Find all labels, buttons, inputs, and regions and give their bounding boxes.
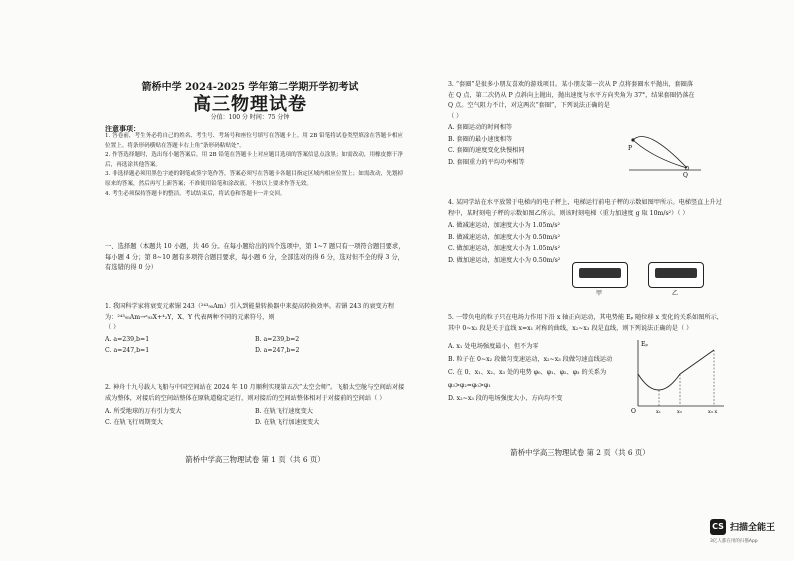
option-b: B. a=239,b=2: [255, 335, 300, 343]
page-footer: 箭桥中学高三物理试卷 第 2 页（共 6 页）: [510, 448, 650, 457]
scale-screen: [655, 268, 697, 278]
label-p: P: [628, 145, 633, 152]
scale-display-jia: [572, 262, 628, 288]
option-b: B. 做减速运动，加速度大小为 0.50m/s²: [448, 233, 561, 241]
option-d: D. 做加速运动，加速度大小为 0.50m/s²: [448, 256, 561, 264]
notice-item: 2. 作答选择题时，选出每小题答案后，用 2B 铅笔在答题卡上对应题目选项的答案信息点涂黑；如需改动，用橡皮擦干净后，再选涂其他答案。: [105, 152, 404, 168]
option-d: D. x₂~x₃ 段的电场强度大小、方向均不变: [448, 395, 563, 402]
options: [448, 122, 608, 168]
option-c: C. 在轨飞行周期变大: [105, 419, 163, 426]
option-a: A. 套圈运动的时间相等: [448, 124, 513, 131]
option-c: C. 套圈的速度变化快慢相同: [448, 147, 525, 154]
question-text: 2. 神舟十九号载人飞船与中国空间站在 2024 年 10 月顺利实现第五次“太空会师”。飞船太空舱与空间站对接成为整体，对接后的空间站整体在原轨道稳定运行，则对接后的空间站整体相对于对接前的空间站（ ）: [105, 384, 405, 402]
option-b: B. 在轨飞行速度变大: [255, 408, 313, 415]
options: [105, 406, 405, 428]
option-c: C. 做加速运动，加速度大小为 1.05m/s²: [448, 245, 561, 252]
page-2: [420, 0, 730, 561]
option-a: A. 做减速运动，加速度大小为 1.05m/s²: [448, 222, 561, 229]
notice-item: 3. 非选择题必须用黑色字迹的钢笔或签字笔作答，答案必须写在答题卡各题目指定区域内相应位置上；如需改动，先划掉原来的答案，然后再写上新答案；不准使用铅笔和涂改液。不按以上要求作答无效。: [105, 171, 403, 187]
trajectory-figure: [625, 128, 705, 178]
option-d: D. 套圈重力的平均功率相等: [448, 158, 525, 166]
options: [448, 340, 626, 405]
label-yi: 乙: [672, 290, 679, 297]
option-a: A. 所受地球的万有引力变大: [105, 408, 182, 415]
option-d: D. a=247,b=2: [255, 346, 300, 354]
notice-heading: 注意事项：: [105, 124, 140, 133]
options: [105, 334, 405, 356]
exam-title: 高三物理试卷: [193, 94, 307, 115]
question-text: 4. 某同学站在水平放置于电梯内的电子秤上，电梯运行前电子秤的示数如图甲所示。电梯竖直上升过程中，某时刻电子秤的示数如图乙所示。则该时刻电梯（重力加速度 g 取 10m/s²）（ ）: [448, 199, 722, 217]
option-a: A. a=239,b=1: [105, 335, 150, 343]
answer-blank: （ ）: [105, 324, 120, 331]
watermark-tagline: 3亿人都在用的扫描App: [710, 539, 758, 544]
option-a: A. x₁ 处电场强度最小，但不为零: [448, 343, 539, 350]
option-b: B. 套圈的最小速度相等: [448, 135, 513, 143]
point-p: [631, 138, 634, 141]
answer-blank: （ ）: [448, 112, 463, 120]
option-c: C. a=247,b=1: [105, 346, 150, 354]
potential-energy-graph: [628, 336, 728, 414]
notice-list: [105, 132, 405, 199]
question-text: 5. 一带负电的粒子只在电场力作用下沿 x 轴正向运动，其电势能 Eₚ 随位移 x 变化的关系如图所示，其中 0~x₂ 段是关于直线 x=x₁ 对称的曲线，x₂~x₃ 段是直线，则下列说法正确的是（ ）: [448, 314, 723, 332]
tick-x1: x₁: [656, 409, 661, 414]
question-1: [105, 302, 405, 356]
scale-screen: [579, 268, 621, 278]
option-d: D. 在轨飞行加速度变大: [255, 419, 320, 426]
page-footer: 箭桥中学高三物理试卷 第 1 页（共 6 页）: [185, 455, 325, 464]
scale-display-yi: [648, 262, 704, 288]
label-q: Q: [683, 172, 688, 178]
tick-x3: x₃ x: [708, 409, 718, 414]
trajectory-arc-1: [633, 137, 687, 169]
question-text: 3. “套圈”是很多小朋友喜欢的游戏项目。某小朋友第一次从 P 点将套圈水平抛出，套圈落在 Q 点，第二次仍从 P 点斜向上抛出，抛出速度与水平方向夹角为 37°，结果套圈仍落在 Q 点。空气阻力不计，对这两次“套圈”，下列说法正确的是: [448, 81, 695, 109]
option-c: C. 在 0、x₁、x₂、x₃ 处的电势 φ₀、φ₁、φ₂、φ₃ 的关系为 φ₃>φ₂=φ₀>φ₁: [448, 369, 607, 389]
notice-item: 1. 答卷前，考生务必将自己的姓名、考生号、考场号和座位号填写在答题卡上。用 2B 铅笔将试卷类型填涂在答题卡相应位置上。将条形码横贴在答题卡右上角“条形码粘贴处”。: [105, 133, 404, 149]
question-2: [105, 383, 405, 428]
question-text: 1. 我国科学家将衰变元素镅 243（²⁴³₉₅Am）引入到能量转换器中来提高转换效率。若镅 243 的衰变方程为：²⁴³₉₅Am→ᵃ₉₃X+⁴₂Y，X、Y 代表两种不同的元素符号，则: [105, 303, 395, 321]
scanner-watermark: [710, 519, 788, 547]
label-jia: 甲: [596, 290, 603, 297]
question-4: [448, 198, 728, 266]
line-segment: [680, 350, 714, 374]
exam-meta: 分值：100 分 时间：75 分钟: [210, 114, 290, 121]
axis-label-y: Eₚ: [641, 341, 648, 348]
options: [448, 220, 598, 266]
notice-item: 4. 考生必须保持答题卡的整洁。考试结束后，将试卷和答题卡一并交回。: [105, 190, 286, 197]
camscanner-logo-icon: CS: [710, 519, 726, 535]
axis-origin: O: [631, 408, 636, 414]
watermark-name: 扫描全能王: [730, 523, 776, 533]
school-header: 箭桥中学 2024-2025 学年第二学期开学初考试: [141, 82, 359, 93]
section-heading: 一、选择题（本题共 10 小题，共 46 分。在每小题给出的四个选项中，第 1~7 题只有一项符合题目要求，每小题 4 分；第 8~10 题有多项符合题目要求，每小题 6 分，全部选对的得 6 分，选对但不全的得 3 分，有选错的得 0 分）: [105, 243, 405, 272]
tick-x2: x₂: [677, 409, 682, 414]
option-b: B. 粒子在 0~x₂ 段做匀变速运动，x₂~x₃ 段做匀速直线运动: [448, 356, 613, 363]
curve-segment: [638, 374, 680, 390]
page-1: [95, 0, 405, 561]
